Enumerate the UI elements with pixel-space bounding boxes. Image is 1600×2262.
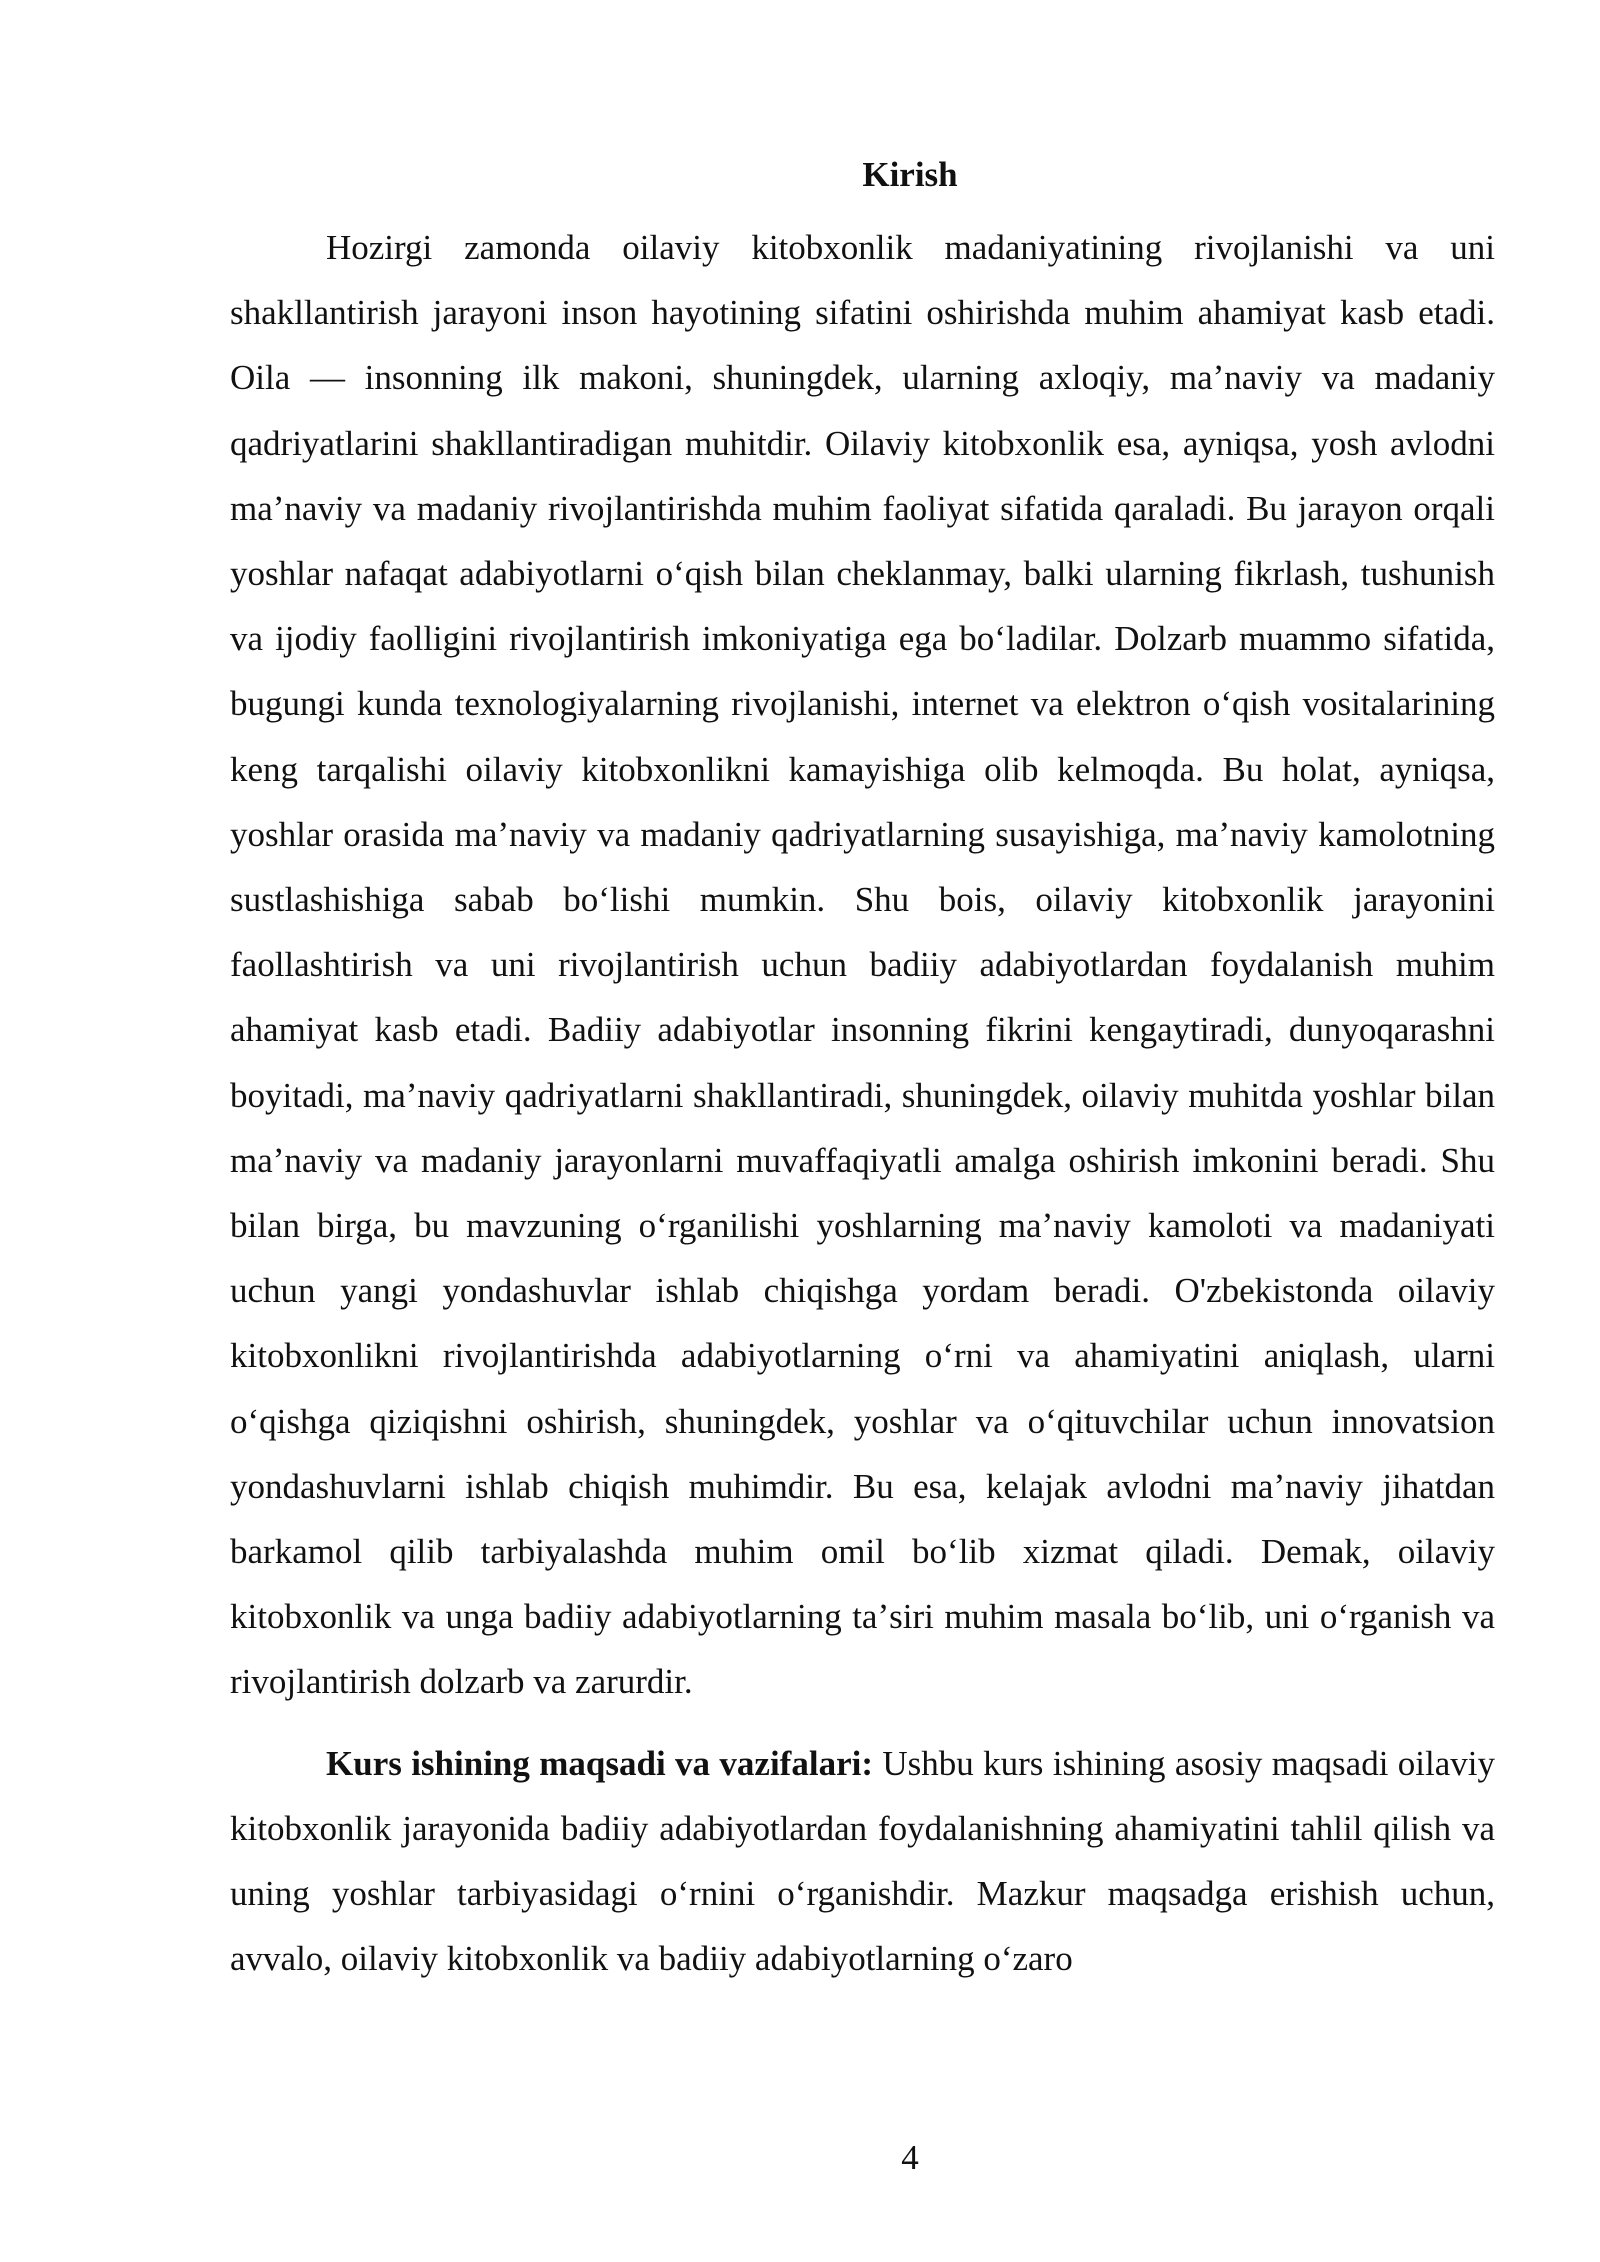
paragraph-lead: Kurs ishining maqsadi va vazifalari:: [326, 1743, 873, 1783]
paragraph-text: Hozirgi zamonda oilaviy kitobxonlik madaniyatining rivojlanishi va uni shakllantirish jarayoni inson hayotining sifatini oshirishda muhim ahamiyat kasb etadi. Oila — insonning ilk makoni, shuningdek, ularning axloqiy, maʼnaviy va madaniy qadriyatlarini shakllantiradigan muhitdir. Oilaviy kitobxonlik esa, ayniqsa, yosh avlodni maʼnaviy va madaniy rivojlantirishda muhim faoliyat sifatida qaraladi. Bu jarayon orqali yoshlar nafaqat adabiyotlarni oʻqish bilan cheklanmay, balki ularning fikrlash, tushunish va ijodiy faolligini rivojlantirish imkoniyatiga ega boʻladilar. Dolzarb muammo sifatida, bugungi kunda texnologiyalarning rivojlanishi, internet va elektron oʻqish vositalarining keng tarqalishi oilaviy kitobxonlikni kamayishiga olib kelmoqda. Bu holat, ayniqsa, yoshlar orasida maʼnaviy va madaniy qadriyatlarning susayishiga, maʼnaviy kamolotning sustlashishiga sabab boʻlishi mumkin. Shu bois, oilaviy kitobxonlik jarayonini faollashtirish va uni rivojlantirish uchun badiiy adabiyotlardan foydalanish muhim ahamiyat kasb etadi. Badiiy adabiyotlar insonning fikrini kengaytiradi, dunyoqarashni boyitadi, maʼnaviy qadriyatlarni shakllantiradi, shuningdek, oilaviy muhitda yoshlar bilan maʼnaviy va madaniy jarayonlarni muvaffaqiyatli amalga oshirish imkonini beradi. Shu bilan birga, bu mavzuning oʻrganilishi yoshlarning maʼnaviy kamoloti va madaniyati uchun yangi yondashuvlar ishlab chiqishga yordam beradi. O'zbekistonda oilaviy kitobxonlikni rivojlantirishda adabiyotlarning oʻrni va ahamiyatini aniqlash, ularni oʻqishga qiziqishni oshirish, shuningdek, yoshlar va oʻqituvchilar uchun innovatsion yondashuvlarni ishlab chiqish muhimdir. Bu esa, kelajak avlodni maʼnaviy jihatdan barkamol qilib tarbiyalashda muhim omil boʻlib xizmat qiladi. Demak, oilaviy kitobxonlik va unga badiiy adabiyotlarning taʼsiri muhim masala boʻlib, uni oʻrganish va rivojlantirish dolzarb va zarurdir.: [230, 228, 1495, 1702]
document-body: [230, 215, 1495, 1991]
page-number: 4: [901, 2138, 919, 2177]
goals-paragraph: [230, 1731, 1495, 1992]
paragraph-text: Ushbu kurs ishining asosiy maqsadi oilaviy kitobxonlik jarayonida badiiy adabiyotlardan foydalanishning ahamiyatini tahlil qilish va uning yoshlar tarbiyasidagi oʻrnini oʻrganishdir. Mazkur maqsadga erishish uchun, avvalo, oilaviy kitobxonlik va badiiy adabiyotlarning oʻzaro: [230, 1743, 1495, 1979]
introduction-paragraph: [230, 215, 1495, 1715]
section-heading: Kirish: [862, 155, 958, 194]
